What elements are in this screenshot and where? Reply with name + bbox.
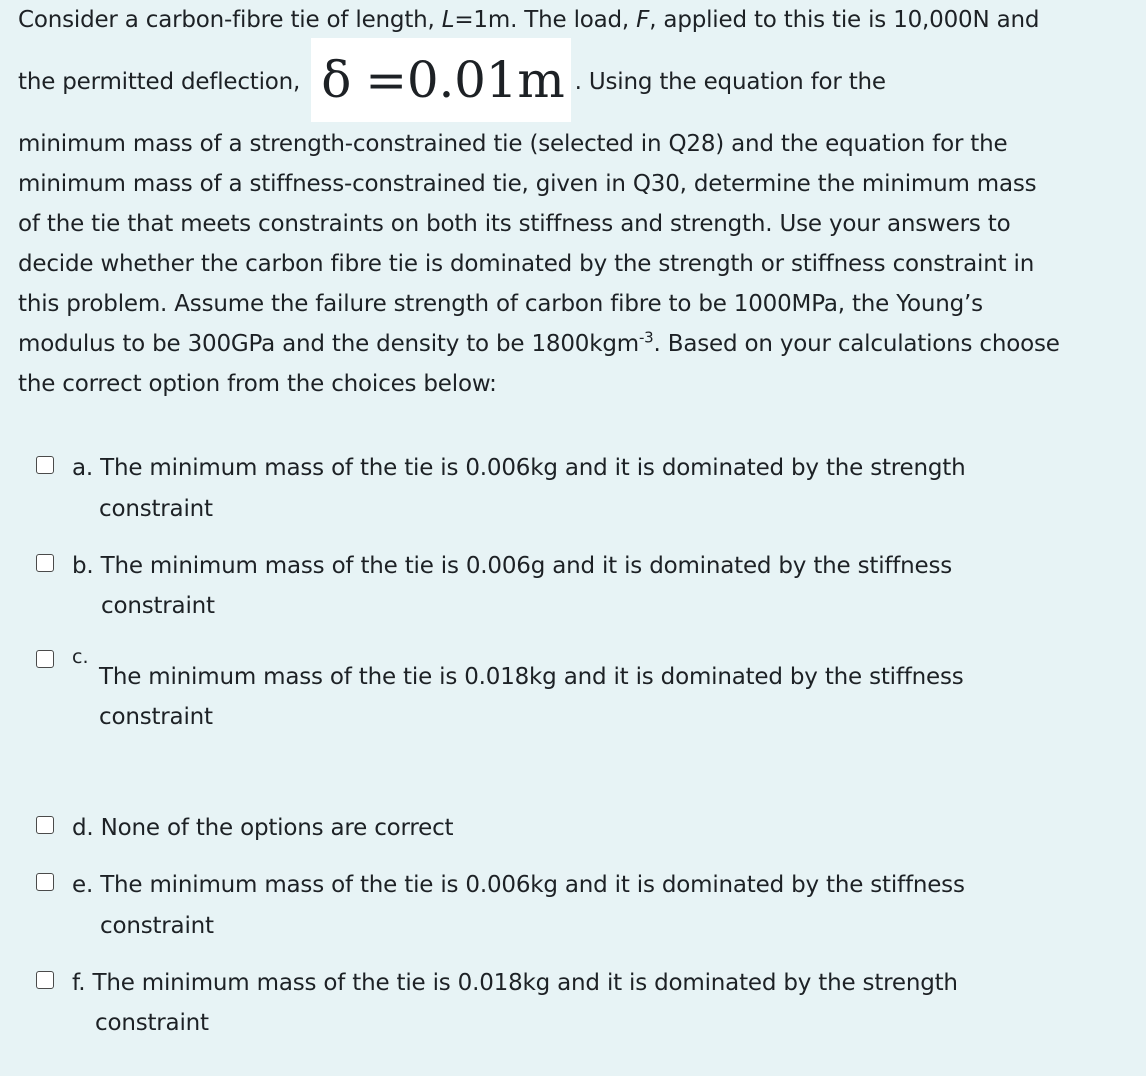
question-line-7: this problem. Assume the failure strength of carbon fibre to be 1000MPa, the Young’s xyxy=(18,291,983,317)
question-line-5: of the tie that meets constraints on both its stiffness and strength. Use your answers to xyxy=(18,211,1011,237)
option-text: The minimum mass of the tie is 0.006g and it is dominated by the stiffness xyxy=(100,553,953,579)
var-L: L xyxy=(441,7,455,33)
option-letter: c. xyxy=(72,646,89,668)
question-line-8 xyxy=(18,324,1138,364)
question-line-3: minimum mass of a strength-constrained tie (selected in Q28) and the equation for the xyxy=(18,131,1008,157)
option-text: The minimum mass of the tie is 0.018kg and it is dominated by the stiffness xyxy=(99,664,964,690)
option-letter: b. xyxy=(72,553,94,579)
checkbox-b[interactable] xyxy=(36,554,54,572)
option-text: The minimum mass of the tie is 0.018kg and it is dominated by the strength xyxy=(92,970,958,996)
question-text xyxy=(18,0,1138,404)
checkbox-e[interactable] xyxy=(36,873,54,891)
superscript: -3 xyxy=(638,328,654,347)
option-text: The minimum mass of the tie is 0.006kg and it is dominated by the strength xyxy=(100,455,966,481)
q-text: =1m. The load, xyxy=(454,7,637,33)
question-line-2 xyxy=(18,40,1138,124)
checkbox-c[interactable] xyxy=(36,650,54,668)
question-line-6: decide whether the carbon fibre tie is dominated by the strength or stiffness constraint in xyxy=(18,251,1035,277)
equation-value: =0.01m xyxy=(365,51,565,109)
option-text-cont: constraint xyxy=(100,913,214,939)
delta-symbol: δ xyxy=(321,51,352,109)
option-text: The minimum mass of the tie is 0.006kg and it is dominated by the stiffness xyxy=(100,872,965,898)
option-letter: f. xyxy=(72,970,86,996)
checkbox-a[interactable] xyxy=(36,456,54,474)
question-line-1 xyxy=(18,0,1138,40)
deflection-equation-image xyxy=(311,38,570,122)
option-letter: a. xyxy=(72,455,94,481)
q-text: Consider a carbon-fibre tie of length, xyxy=(18,7,442,33)
q-text: . Using the equation for the xyxy=(574,69,886,95)
q-text: the permitted deflection, xyxy=(18,69,301,95)
option-letter: d. xyxy=(72,815,94,841)
option-text-cont: constraint xyxy=(99,496,213,522)
option-text: None of the options are correct xyxy=(100,815,454,841)
question-line-4: minimum mass of a stiffness-constrained tie, given in Q30, determine the minimum mass xyxy=(18,171,1037,197)
checkbox-f[interactable] xyxy=(36,971,54,989)
q-text: , applied to this tie is 10,000N and xyxy=(649,7,1040,33)
question-line-9: the correct option from the choices below: xyxy=(18,371,497,397)
option-text-cont: constraint xyxy=(95,1010,209,1036)
option-letter: e. xyxy=(72,872,94,898)
checkbox-d[interactable] xyxy=(36,816,54,834)
q-text: . Based on your calculations choose xyxy=(653,331,1060,357)
option-text-cont: constraint xyxy=(99,704,213,730)
var-F: F xyxy=(636,7,650,33)
option-text-cont: constraint xyxy=(101,593,215,619)
q-text: modulus to be 300GPa and the density to be 1800kgm xyxy=(18,331,639,357)
